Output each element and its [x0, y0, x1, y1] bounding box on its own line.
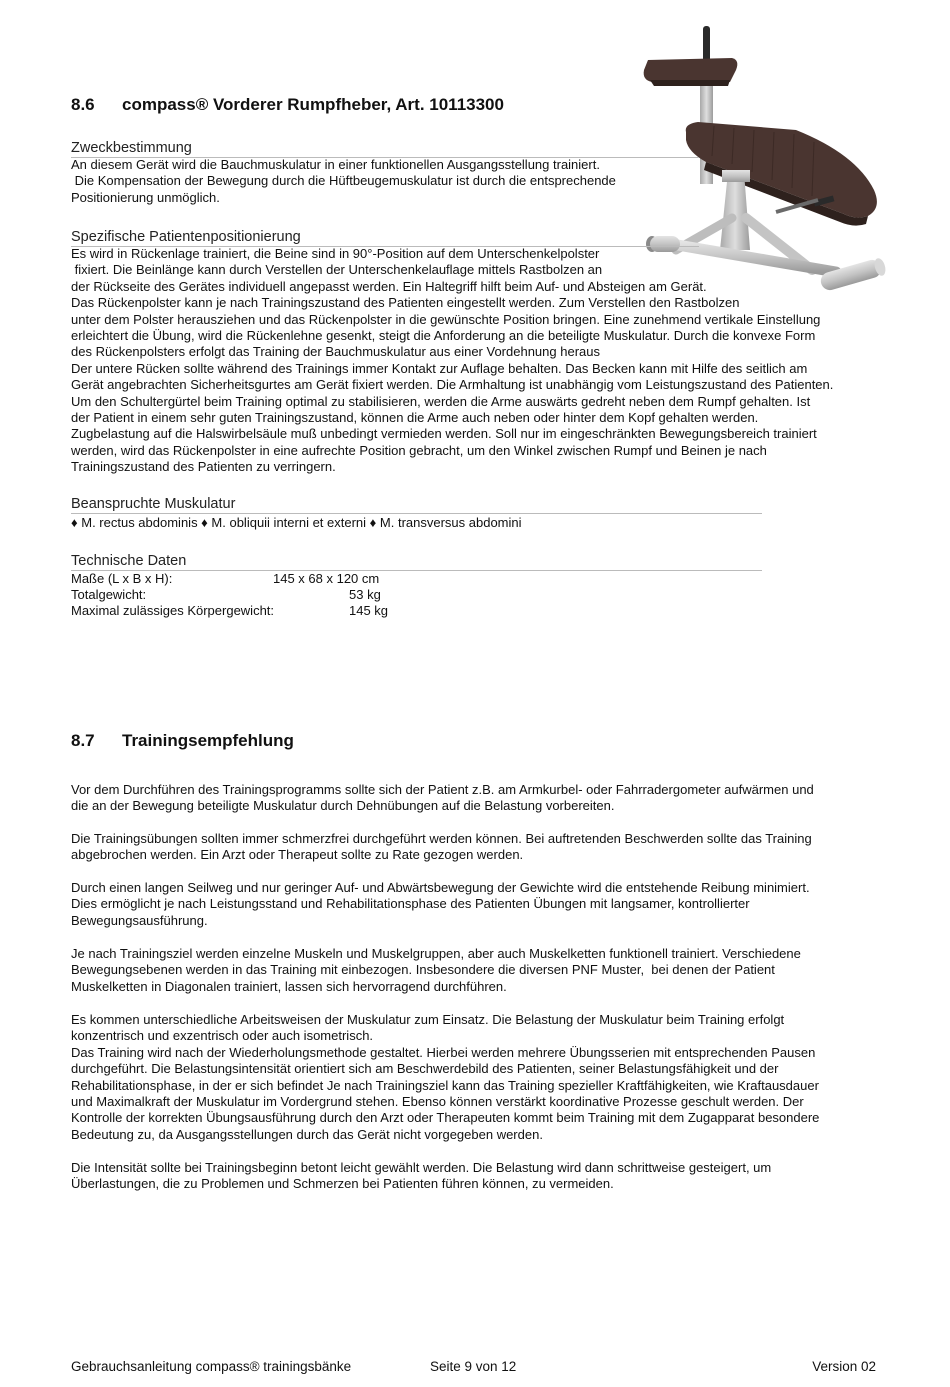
text-line: An diesem Gerät wird die Bauchmuskulatur in einer funktionellen Ausgangsstellung trainiert.	[71, 157, 600, 172]
text-line: Die Intensität sollte bei Trainingsbeginn betont leicht gewählt werden. Die Belastung wird dann schrittweise gesteigert, um	[71, 1160, 772, 1175]
section-number: 8.6	[71, 95, 95, 114]
footer-page-number: Seite 9 von 12	[430, 1359, 517, 1374]
muskulatur-list: ♦ M. rectus abdominis ♦ M. obliquii interni et externi ♦ M. transversus abdomini	[71, 515, 522, 530]
text-line: Die Trainingsübungen sollten immer schmerzfrei durchgeführt werden können. Bei auftretenden Beschwerden sollte das Training	[71, 831, 812, 846]
text-line: der Rückseite des Gerätes individuell angepasst werden. Ein Haltegriff hilft beim Auf- und Absteigen am Gerät.	[71, 278, 707, 294]
footer-version: Version 02	[812, 1359, 876, 1374]
subheading-zweckbestimmung: Zweckbestimmung	[71, 139, 699, 158]
text-line: Durch einen langen Seilweg und nur geringer Auf- und Abwärtsbewegung der Gewichte wird die entstehende Reibung minimiert.	[71, 880, 810, 895]
text-line: der Patient in einem sehr guten Trainingszustand, können die Arme auch neben oder hinter dem Kopf gehalten werden.	[71, 410, 759, 426]
text-line: konzentrisch und exzentrisch oder auch isometrisch.	[71, 1028, 374, 1044]
text-line: Bewegungsebenen werden in das Training mit einbezogen. Insbesondere die diversen PNF Muster, bei denen der Patient	[71, 962, 775, 978]
tech-label-max-gewicht: Maximal zulässiges Körpergewicht:	[71, 603, 275, 618]
text-line: Muskelketten in Diagonalen trainiert, lassen sich hervorragend durchführen.	[71, 978, 507, 994]
tech-value-gewicht: 53 kg	[349, 587, 381, 602]
section-number: 8.7	[71, 731, 95, 750]
text-line: Der untere Rücken sollte während des Trainings immer Kontakt zur Auflage behalten. Das Becken kann mit Hilfe des seitlich am	[71, 360, 808, 376]
text-line: fixiert. Die Beinlänge kann durch Verstellen der Unterschenkelauflage mittels Rastbolzen an	[71, 262, 603, 278]
paragraph	[71, 946, 801, 995]
text-line: des Rückenpolsters erfolgt das Training der Bauchmuskulatur aus einer Vordehnung heraus	[71, 344, 600, 360]
section-heading-8-7	[71, 731, 294, 751]
zweck-text	[71, 157, 616, 206]
paragraph	[71, 782, 814, 815]
subheading-positionierung: Spezifische Patientenpositionierung	[71, 228, 699, 247]
text-line: Vor dem Durchführen des Trainingsprogramms sollte sich der Patient z.B. am Armkurbel- oder Fahrradergometer aufwärmen und	[71, 782, 814, 797]
paragraph	[71, 1160, 771, 1193]
text-line: Gerät angebrachten Sicherheitsgurtes am Gerät fixiert werden. Die Armhaltung ist unabhängig vom Leistungszustand des Patienten.	[71, 377, 834, 393]
subheading-technische-daten: Technische Daten	[71, 552, 762, 571]
tech-label-gewicht: Totalgewicht:	[71, 587, 147, 602]
text-line: Kontrolle der korrekten Übungsausführung durch den Arzt oder Therapeuten kommt beim Training mit dem Zugapparat besondere	[71, 1110, 820, 1126]
text-line: Je nach Trainingsziel werden einzelne Muskeln und Muskelgruppen, aber auch Muskelketten funktionell trainiert. Verschiedene	[71, 946, 801, 961]
text-line: Das Rückenpolster kann je nach Trainingszustand des Patienten eingestellt werden. Zum Verstellen den Rastbolzen	[71, 295, 740, 311]
text-line: die an der Bewegung beteiligte Muskulatur durch Dehnübungen auf die Belastung vorbereiten.	[71, 798, 615, 814]
text-line: Rehabilitationsphase, in der er sich befindet Je nach Trainingsziel kann das Training spezieller Kraftfähigkeiten, wie Kraftausdauer	[71, 1077, 819, 1093]
text-line: Dies ermöglicht je nach Leistungsstand und Rehabilitationsphase des Patienten Übungen mit langsamer, kontrollierter	[71, 896, 750, 912]
text-line: Trainingszustand des Patienten zu verringern.	[71, 459, 336, 475]
tech-value-masse: 145 x 68 x 120 cm	[273, 571, 380, 586]
section-title: Trainingsempfehlung	[122, 731, 294, 750]
paragraph	[71, 1012, 819, 1143]
text-line: werden, wird das Rückenpolster in eine aufrechte Position gebracht, um den Winkel zwischen Rumpf und Beinen je nach	[71, 442, 767, 458]
tech-label-masse: Maße (L x B x H):	[71, 571, 173, 586]
section-title: compass® Vorderer Rumpfheber, Art. 10113300	[122, 95, 504, 114]
footer-document-title: Gebrauchsanleitung compass® trainingsbänke	[71, 1359, 352, 1374]
text-line: Die Kompensation der Bewegung durch die Hüftbeugemuskulatur ist durch die entsprechende	[71, 173, 616, 189]
text-line: Überlastungen, die zu Problemen und Schmerzen bei Patienten führen können, zu vermeiden.	[71, 1176, 614, 1192]
text-line: Es kommen unterschiedliche Arbeitsweisen der Muskulatur zum Einsatz. Die Belastung der Muskulatur beim Training erfolgt	[71, 1012, 785, 1027]
section-heading-8-6	[71, 95, 504, 115]
text-line: Das Training wird nach der Wiederholungsmethode gestaltet. Hierbei werden mehrere Übungsserien mit entsprechenden Pausen	[71, 1044, 816, 1060]
subheading-muskulatur: Beanspruchte Muskulatur	[71, 495, 762, 514]
text-line: Es wird in Rückenlage trainiert, die Beine sind in 90°-Position auf dem Unterschenkelpolster	[71, 246, 600, 261]
text-line: Zugbelastung auf die Halswirbelsäule muß unbedingt vermieden werden. Soll nur im eingeschränkten Bewegungsbereich trainiert	[71, 426, 817, 442]
text-line: Um den Schultergürtel beim Training optimal zu stabilisieren, werden die Arme auswärts gedreht neben dem Rumpf gehalten. Ist	[71, 393, 811, 409]
text-line: durchgeführt. Die Belastungsintensität orientiert sich am Beschwerdebild des Patienten, seiner Belastungsfähigkeit und der	[71, 1061, 779, 1077]
text-line: unter dem Polster herausziehen und das Rückenpolster in die gewünschte Position bringen. Eine zunehmend vertikale Einstellung	[71, 311, 821, 327]
text-line: Bedeutung zu, da Ausgangsstellungen durch das Gerät nicht vorgegeben werden.	[71, 1126, 543, 1142]
positionierung-text	[71, 246, 833, 476]
text-line: Positionierung unmöglich.	[71, 189, 220, 205]
paragraph	[71, 831, 812, 864]
text-line: erleichtert die Übung, wird die Rückenlehne gesenkt, steigt die Anforderung an die beteiligte Muskulatur. Durch die konvexe Form	[71, 328, 816, 344]
text-line: und Maximalkraft der Muskulatur im Vordergrund stehen. Ebenso können verstärkt koordinative Prozesse geschult werden. Der	[71, 1094, 804, 1110]
text-line: abgebrochen werden. Ein Arzt oder Therapeut sollte zu Rate gezogen werden.	[71, 847, 524, 863]
paragraph	[71, 880, 810, 929]
tech-value-max-gewicht: 145 kg	[349, 603, 389, 618]
text-line: Bewegungsausführung.	[71, 912, 208, 928]
